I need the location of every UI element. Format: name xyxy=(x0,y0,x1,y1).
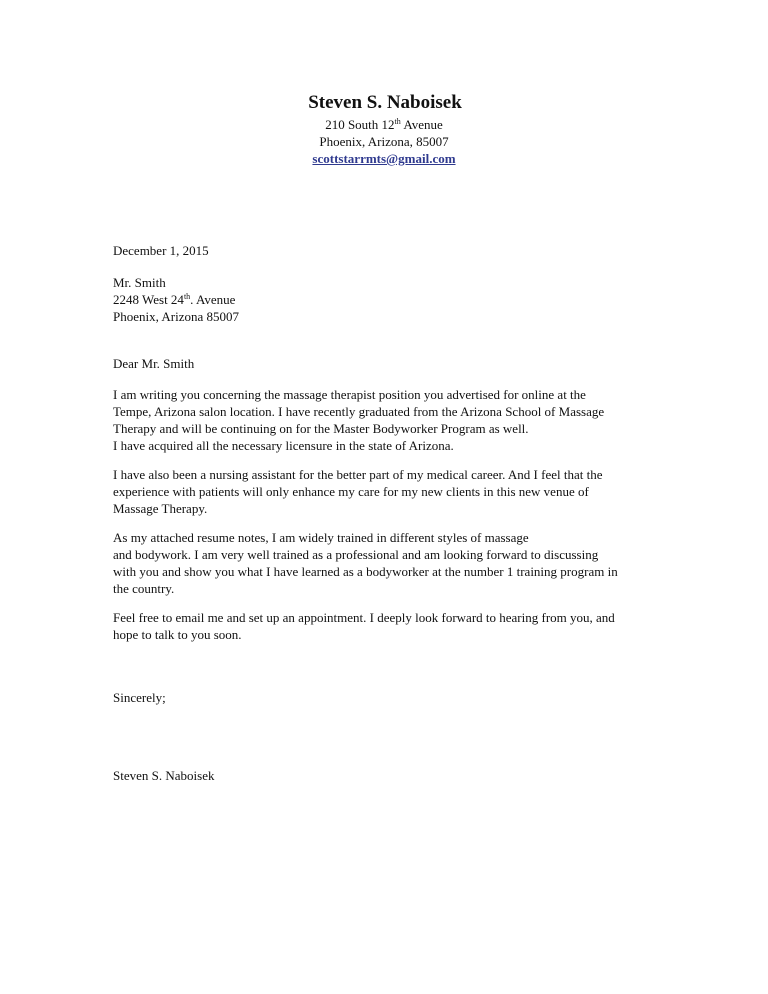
paragraph-line: with you and show you what I have learned as a bodyworker at the number 1 training program in xyxy=(113,564,618,579)
sender-name: Steven S. Naboisek xyxy=(308,92,462,113)
recipient-city: Phoenix, Arizona 85007 xyxy=(113,309,240,324)
signature: Steven S. Naboisek xyxy=(113,768,215,783)
paragraph-3 xyxy=(113,529,673,597)
recipient-name: Mr. Smith xyxy=(113,275,166,290)
sender-street-suffix: Avenue xyxy=(400,117,443,132)
letter-date: December 1, 2015 xyxy=(113,243,209,258)
paragraph-line: Tempe, Arizona salon location. I have recently graduated from the Arizona School of Massage xyxy=(113,404,605,419)
paragraph-line: I have also been a nursing assistant for the better part of my medical career. And I feel that the xyxy=(113,467,603,482)
recipient-street-prefix: 2248 West 24 xyxy=(113,292,184,307)
paragraph-line: hope to talk to you soon. xyxy=(113,627,242,642)
salutation: Dear Mr. Smith xyxy=(113,356,195,371)
paragraph-1 xyxy=(113,386,673,454)
paragraph-line: As my attached resume notes, I am widely trained in different styles of massage xyxy=(113,530,529,545)
recipient-street xyxy=(113,291,673,308)
sender-email-link[interactable]: scottstarrmts@gmail.com xyxy=(312,151,456,166)
paragraph-2 xyxy=(113,466,673,517)
paragraph-line: I am writing you concerning the massage therapist position you advertised for online at the xyxy=(113,387,586,402)
paragraph-line: Feel free to email me and set up an appointment. I deeply look forward to hearing from you, and xyxy=(113,610,615,625)
recipient-address xyxy=(113,274,673,325)
recipient-street-suffix: . Avenue xyxy=(190,292,236,307)
recipient-street-sup: th xyxy=(183,292,191,301)
closing: Sincerely; xyxy=(113,690,166,705)
paragraph-4 xyxy=(113,609,673,643)
sender-street-sup: th xyxy=(394,117,401,126)
sender-street xyxy=(0,116,768,133)
paragraph-line: I have acquired all the necessary licensure in the state of Arizona. xyxy=(113,438,454,453)
paragraph-line: the country. xyxy=(113,581,175,596)
paragraph-line: experience with patients will only enhance my care for my new clients in this new venue of xyxy=(113,484,589,499)
sender-street-prefix: 210 South 12 xyxy=(325,117,395,132)
sender-city: Phoenix, Arizona, 85007 xyxy=(319,134,449,149)
paragraph-line: and bodywork. I am very well trained as a professional and am looking forward to discussing xyxy=(113,547,599,562)
paragraph-line: Therapy and will be continuing on for the Master Bodyworker Program as well. xyxy=(113,421,529,436)
letterhead xyxy=(0,90,768,168)
paragraph-line: Massage Therapy. xyxy=(113,501,208,516)
